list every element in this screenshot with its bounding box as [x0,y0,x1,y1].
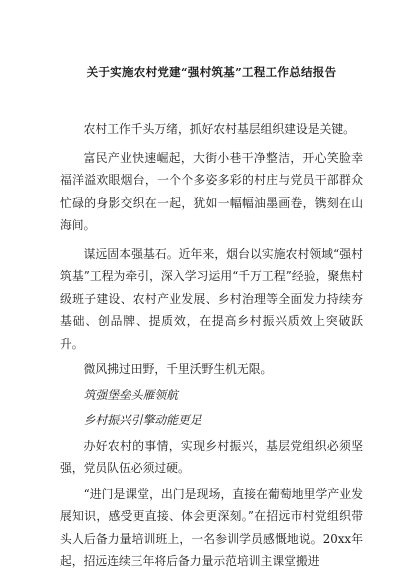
paragraph-intro: 农村工作千头万绪，抓好农村基层组织建设是关键。 [83,122,355,136]
paragraph-industry: 富民产业快速崛起，大街小巷干净整洁，开心笑脸幸福洋溢欢眼烟台，一个个多姿多彩的村庄与党员干部群众忙碌的身影交织在一起，犹如一幅幅油墨画卷，镌刻在山海间。 [60,150,363,232]
subheading-engine: 乡村振兴引擎动能更足 [83,413,202,427]
paragraph-breeze: 微风拂过田野，千里沃野生机无限。 [83,362,273,376]
subheading-fortress: 筑强堡垒头雁领航 [83,387,178,402]
paragraph-party-organization: 办好农村的事情，实现乡村振兴，基层党组织必须坚强，党员队伍必须过硬。 [60,438,363,475]
paragraph-training: “进门是课堂，出门是现场，直接在葡萄地里学产业发展知识，感受更直接、体会更深刻。”在招远市村党组织带头人后备力量培训班上，一名参训学员感慨地说。20xx年起，招远连续三年将后备力量示范培训主课堂搬进 [60,486,363,568]
paragraph-strategy: 谋远固本强基石。近年来，烟台以实施农村领域“强村筑基”工程为牵引，深入学习运用“千万工程”经验，聚焦村级班子建设、农村产业发展、乡村治理等全面发力持续夯基础、创品牌、提质效，在提高乡村振兴质效上突破跃升。 [60,246,363,351]
document-title: 关于实施农村党建“强村筑基”工程工作总结报告 [86,65,337,79]
